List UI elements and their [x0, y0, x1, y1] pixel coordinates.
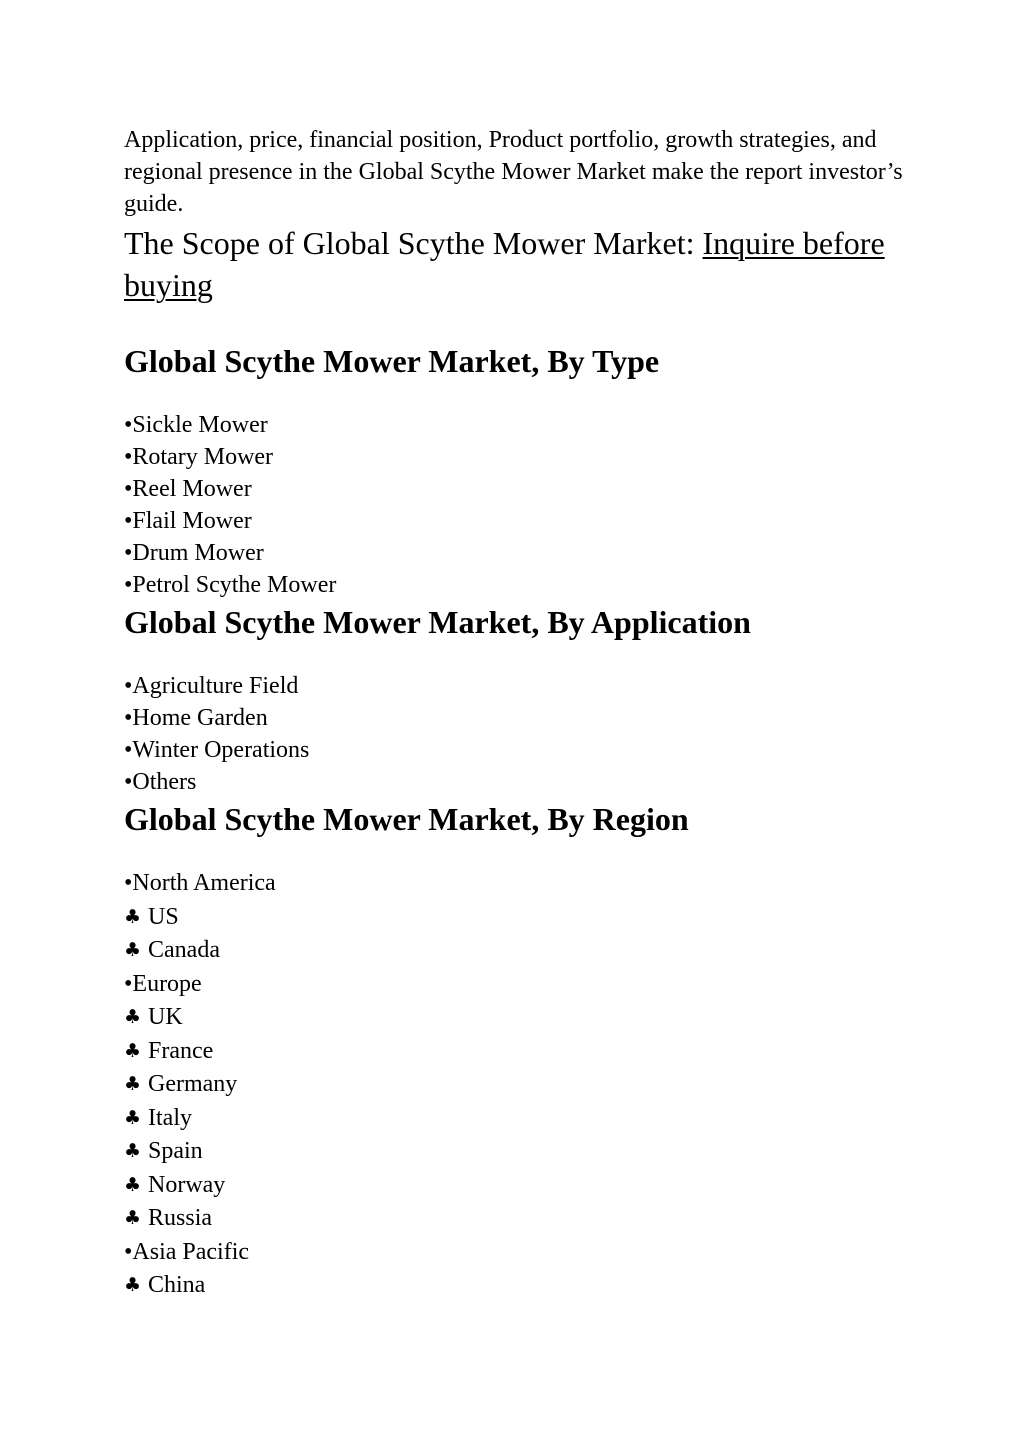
club-icon: ♣ [124, 1006, 142, 1028]
club-icon: ♣ [124, 1274, 142, 1296]
country-item [124, 1035, 904, 1069]
list-item-label: Home Garden [132, 705, 268, 731]
scope-text: The Scope of Global Scythe Mower Market: [124, 225, 703, 261]
region-list [124, 867, 904, 1303]
country-item [124, 1269, 904, 1303]
region-label: Europe [132, 970, 202, 997]
list-item [124, 670, 904, 702]
type-list [124, 409, 904, 601]
country-label: Canada [148, 937, 220, 963]
bullet-icon: • [124, 673, 133, 699]
region-item [124, 867, 904, 901]
country-item [124, 1068, 904, 1102]
by-type-title: Global Scythe Mower Market, By Type [124, 343, 660, 379]
list-item-label: Reel Mower [132, 476, 252, 502]
list-item [124, 473, 904, 505]
country-label: Norway [148, 1171, 226, 1198]
region-item [124, 1236, 904, 1270]
list-item [124, 766, 904, 798]
country-label: Spain [148, 1138, 203, 1164]
intro-paragraph: Application, price, financial position, Product portfolio, growth strategies, and regional presence in the Global Scythe Mower Market make the report investor’s guide. [124, 127, 903, 217]
bullet-icon: • [124, 444, 133, 470]
list-item [124, 734, 904, 766]
list-item-label: Agriculture Field [132, 673, 299, 699]
club-icon: ♣ [124, 1140, 142, 1162]
list-item-label: Winter Operations [132, 737, 310, 763]
list-item [124, 569, 904, 601]
country-item [124, 1169, 904, 1203]
by-application-title: Global Scythe Mower Market, By Application [124, 604, 751, 640]
country-label: France [148, 1037, 214, 1064]
country-label: US [148, 903, 179, 930]
list-item-label: Others [132, 769, 197, 795]
country-item [124, 1001, 904, 1035]
list-item-label: Petrol Scythe Mower [132, 572, 337, 598]
by-region-title: Global Scythe Mower Market, By Region [124, 801, 689, 837]
list-item-label: Drum Mower [132, 540, 264, 566]
club-icon: ♣ [124, 1173, 142, 1196]
application-list [124, 670, 904, 798]
bullet-icon: • [124, 572, 133, 598]
list-item-label: Rotary Mower [132, 444, 274, 470]
country-item [124, 901, 904, 935]
region-label: North America [132, 870, 276, 896]
bullet-icon: • [124, 1238, 133, 1265]
bullet-icon: • [124, 412, 133, 438]
country-label: Russia [148, 1205, 213, 1231]
bullet-icon: • [124, 705, 133, 731]
country-label: Germany [148, 1071, 238, 1097]
list-item [124, 537, 904, 569]
club-icon: ♣ [124, 1106, 142, 1129]
club-icon: ♣ [124, 905, 142, 928]
club-icon: ♣ [124, 1207, 142, 1229]
country-label: China [148, 1272, 206, 1298]
country-item [124, 1102, 904, 1136]
region-label: Asia Pacific [132, 1238, 250, 1265]
list-item-label: Flail Mower [132, 508, 252, 534]
bullet-icon: • [124, 769, 133, 795]
list-item [124, 409, 904, 441]
bullet-icon: • [124, 970, 133, 997]
club-icon: ♣ [124, 1039, 142, 1062]
list-item [124, 441, 904, 473]
inquire-link[interactable]: Inquire before buying [124, 225, 885, 303]
bullet-icon: • [124, 508, 133, 534]
bullet-icon: • [124, 476, 133, 502]
country-item [124, 1202, 904, 1236]
bullet-icon: • [124, 540, 133, 566]
scope-heading [124, 222, 904, 306]
document-page [124, 124, 904, 1303]
country-label: Italy [148, 1104, 192, 1131]
region-item [124, 968, 904, 1002]
list-item [124, 702, 904, 734]
list-item [124, 505, 904, 537]
list-item-label: Sickle Mower [132, 412, 268, 438]
club-icon: ♣ [124, 939, 142, 961]
country-item [124, 934, 904, 968]
country-label: UK [148, 1004, 183, 1030]
bullet-icon: • [124, 870, 133, 896]
club-icon: ♣ [124, 1073, 142, 1095]
country-item [124, 1135, 904, 1169]
bullet-icon: • [124, 737, 133, 763]
